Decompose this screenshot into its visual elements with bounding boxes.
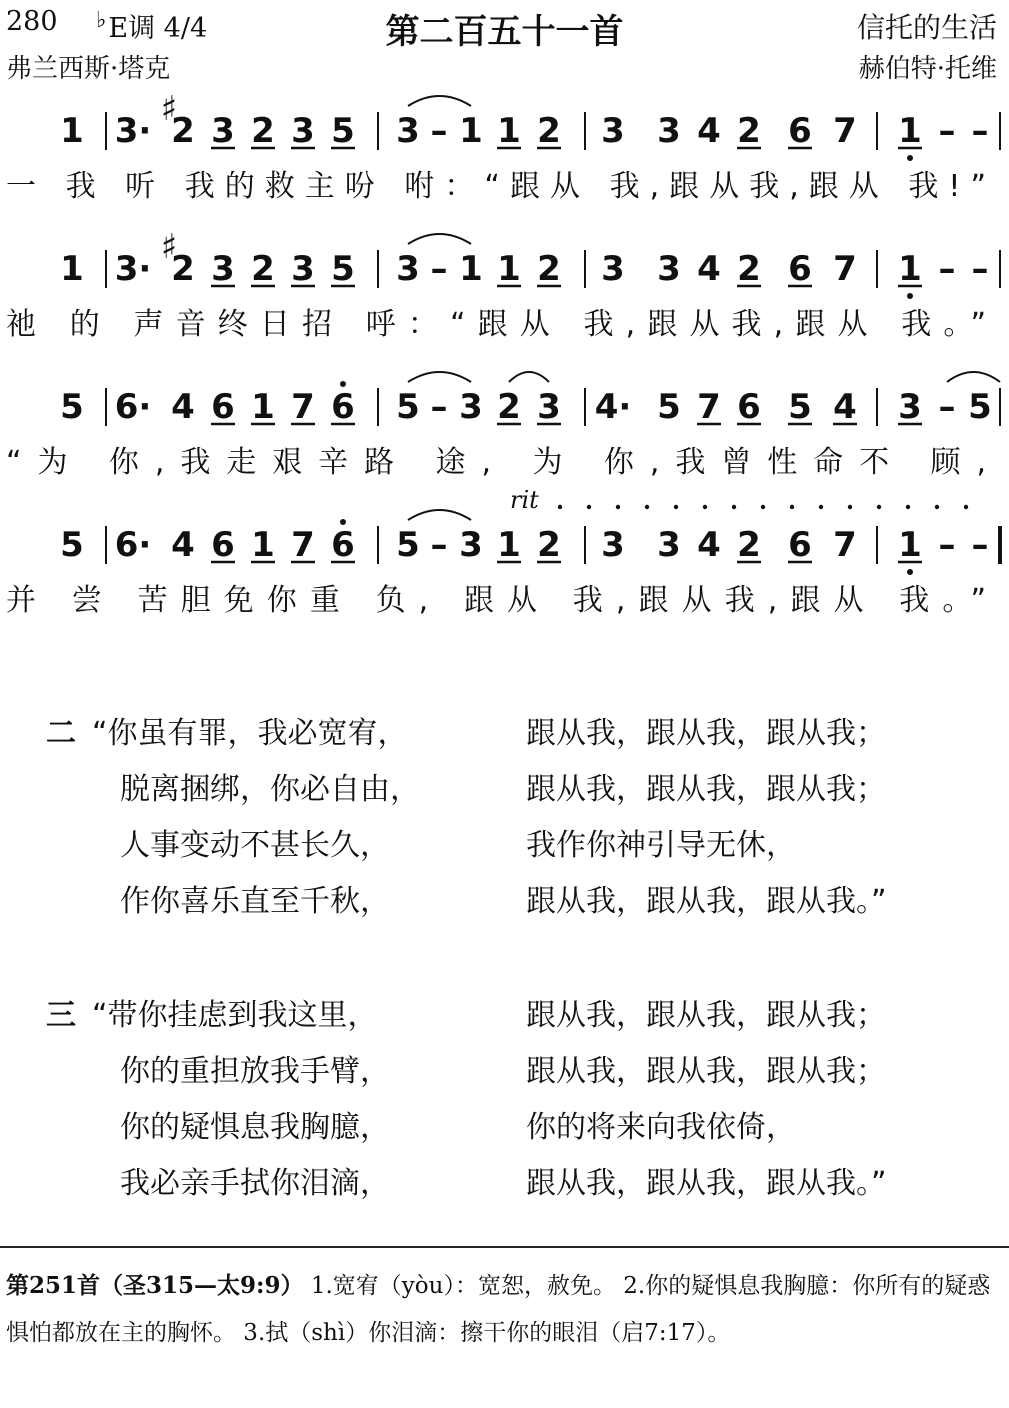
lyricist: 赫伯特·托维 xyxy=(858,54,997,84)
rit-dot xyxy=(587,505,591,509)
note: 3 xyxy=(601,525,625,565)
note: 2 xyxy=(537,249,561,289)
key-text: E调 4/4 xyxy=(108,13,208,44)
note: – xyxy=(938,387,956,427)
verse-line-right: 跟从我，跟从我，跟从我。” xyxy=(526,884,887,919)
note: 3 xyxy=(211,249,235,289)
rit-dot xyxy=(761,505,765,509)
low-octave-dot xyxy=(907,155,913,161)
note: 1 xyxy=(60,111,84,151)
note: 6 xyxy=(737,387,761,427)
composer: 弗兰西斯·塔克 xyxy=(6,54,171,84)
note: 4 xyxy=(697,249,721,289)
note: 5 xyxy=(396,387,420,427)
note: 2 xyxy=(251,111,275,151)
sharp-symbol: ♯ xyxy=(160,227,178,267)
note: 6 xyxy=(211,387,235,427)
verse-line-left: 你的重担放我手臂， xyxy=(120,1054,390,1089)
verse-line-left: 我必亲手拭你泪滴， xyxy=(120,1166,390,1201)
note: 1 xyxy=(459,111,483,151)
note: 2 xyxy=(251,249,275,289)
verse-line-right: 我作你神引导无休， xyxy=(526,828,796,863)
rit-dot xyxy=(819,505,823,509)
note: 7 xyxy=(697,387,721,427)
footnote-divider xyxy=(0,1246,1009,1248)
note: – xyxy=(938,249,956,289)
hymn-theme: 信托的生活 xyxy=(856,11,997,44)
rit-dot xyxy=(732,505,736,509)
rit-dot xyxy=(906,505,910,509)
verse-line-right: 跟从我，跟从我，跟从我； xyxy=(526,716,886,751)
note: 1 xyxy=(459,249,483,289)
note: 3 xyxy=(396,111,420,151)
note: 2 xyxy=(537,111,561,151)
hymn-title: 第二百五十一首 xyxy=(385,12,624,52)
rit-dot xyxy=(703,505,707,509)
lyrics-line: “为 你,我走艰辛路 途, 为 你,我曾性命不 顾, xyxy=(6,445,987,480)
note: 2 xyxy=(537,525,561,565)
note: 2 xyxy=(497,387,521,427)
lyrics-line: 一 我 听 我的救主吩 咐：“跟从 我,跟从我,跟从 我!” xyxy=(6,169,986,204)
page-number: 280 xyxy=(6,6,58,37)
footnote xyxy=(6,1262,1004,1357)
rit-dot xyxy=(558,505,562,509)
note: – xyxy=(430,111,448,151)
note: 3 xyxy=(537,387,561,427)
tie-arc xyxy=(408,510,471,520)
verse-line-left: 人事变动不甚长久， xyxy=(120,828,390,863)
note: 1 xyxy=(898,249,922,289)
note: 3 xyxy=(291,249,315,289)
high-octave-dot xyxy=(340,519,346,525)
verse-line-right: 跟从我，跟从我，跟从我； xyxy=(526,1054,886,1089)
note: 3 xyxy=(459,525,483,565)
sharp-symbol: ♯ xyxy=(160,89,178,129)
low-octave-dot xyxy=(907,569,913,575)
note: 4 xyxy=(171,387,195,427)
note: 3 xyxy=(601,249,625,289)
tie-arc xyxy=(408,372,471,382)
note: 2 xyxy=(737,525,761,565)
note: 3 xyxy=(898,387,922,427)
note: 5 xyxy=(657,387,681,427)
verse-line-right: 跟从我，跟从我，跟从我； xyxy=(526,772,886,807)
note: 2 xyxy=(737,249,761,289)
rit-dot xyxy=(616,505,620,509)
verse-line-left: 作你喜乐直至千秋， xyxy=(120,884,390,919)
rit-marking: rit xyxy=(510,486,539,514)
note: 4 xyxy=(697,111,721,151)
flat-symbol: ♭ xyxy=(96,8,107,33)
lyrics-line: 祂 的 声音终日招 呼：“跟从 我,跟从我,跟从 我。” xyxy=(6,307,986,342)
lyrics-line: 并 尝 苦胆免你重 负, 跟从 我,跟从我,跟从 我。” xyxy=(6,583,986,618)
verse-line-right: 你的将来向我依倚， xyxy=(526,1110,796,1145)
note: 1 xyxy=(251,387,275,427)
verse-line-right: 跟从我，跟从我，跟从我； xyxy=(526,998,886,1033)
note: 3 xyxy=(657,525,681,565)
note: 6 xyxy=(788,111,812,151)
tie-arc xyxy=(509,372,549,382)
rit-dot xyxy=(645,505,649,509)
low-octave-dot xyxy=(907,293,913,299)
note: 1 xyxy=(60,249,84,289)
note: 4· xyxy=(594,387,632,427)
tie-arc xyxy=(947,372,1000,382)
note: 6 xyxy=(331,525,355,565)
note: 6 xyxy=(788,249,812,289)
note: 3 xyxy=(601,111,625,151)
rit-dot xyxy=(935,505,939,509)
note: – xyxy=(971,111,989,151)
verse-line-left: 脱离捆绑，你必自由， xyxy=(120,772,420,807)
note: – xyxy=(938,525,956,565)
note: 3· xyxy=(114,249,152,289)
high-octave-dot xyxy=(340,381,346,387)
note: 6· xyxy=(114,387,152,427)
note: 4 xyxy=(833,387,857,427)
verse-number: 三 xyxy=(46,998,76,1033)
rit-dot xyxy=(790,505,794,509)
note: – xyxy=(430,249,448,289)
note: 3 xyxy=(291,111,315,151)
note: 5 xyxy=(60,525,84,565)
note: 5 xyxy=(968,387,992,427)
note: 5 xyxy=(396,525,420,565)
numbered-musical-score xyxy=(0,0,1009,640)
note: 2 xyxy=(171,249,195,289)
verse-line-right: 跟从我，跟从我，跟从我。” xyxy=(526,1166,887,1201)
verse-line-left: “带你挂虑到我这里， xyxy=(92,998,378,1033)
note: 5 xyxy=(60,387,84,427)
note: 7 xyxy=(833,249,857,289)
tie-arc xyxy=(408,234,471,244)
rit-dot xyxy=(674,505,678,509)
footnote-text: 1.宽宥（yòu）：宽恕，赦免。 2.你的疑惧息我胸臆：你所有的疑惑惧怕都放在主的胸怀。 3.拭（shì）你泪滴：擦干你的眼泪（启7:17）。 xyxy=(6,1273,991,1346)
note: 1 xyxy=(898,111,922,151)
note: 1 xyxy=(497,111,521,151)
rit-dot xyxy=(877,505,881,509)
tie-arc xyxy=(408,96,471,106)
note: 5 xyxy=(331,111,355,151)
note: 3 xyxy=(459,387,483,427)
footnote-reference: 第251首（圣315—太9:9） xyxy=(6,1272,304,1299)
note: 1 xyxy=(497,525,521,565)
note: – xyxy=(938,111,956,151)
note: 7 xyxy=(291,525,315,565)
note: 5 xyxy=(331,249,355,289)
note: 3· xyxy=(114,111,152,151)
note: 2 xyxy=(171,111,195,151)
rit-dot xyxy=(964,505,968,509)
note: 3 xyxy=(396,249,420,289)
note: 4 xyxy=(171,525,195,565)
rit-dot xyxy=(848,505,852,509)
note: – xyxy=(971,525,989,565)
note: 7 xyxy=(291,387,315,427)
note: 3 xyxy=(211,111,235,151)
note: 6 xyxy=(211,525,235,565)
verse-number: 二 xyxy=(46,716,76,751)
note: 3 xyxy=(657,111,681,151)
verse-line-left: “你虽有罪，我必宽宥， xyxy=(92,716,408,751)
note: 5 xyxy=(788,387,812,427)
note: 7 xyxy=(833,525,857,565)
note: 4 xyxy=(697,525,721,565)
note: 7 xyxy=(833,111,857,151)
note: 6 xyxy=(788,525,812,565)
note: 6· xyxy=(114,525,152,565)
note: 1 xyxy=(898,525,922,565)
note: 2 xyxy=(737,111,761,151)
note: – xyxy=(430,387,448,427)
note: – xyxy=(971,249,989,289)
note: 1 xyxy=(497,249,521,289)
note: 1 xyxy=(251,525,275,565)
note: 3 xyxy=(657,249,681,289)
verse-line-left: 你的疑惧息我胸臆， xyxy=(120,1110,390,1145)
note: – xyxy=(430,525,448,565)
note: 6 xyxy=(331,387,355,427)
